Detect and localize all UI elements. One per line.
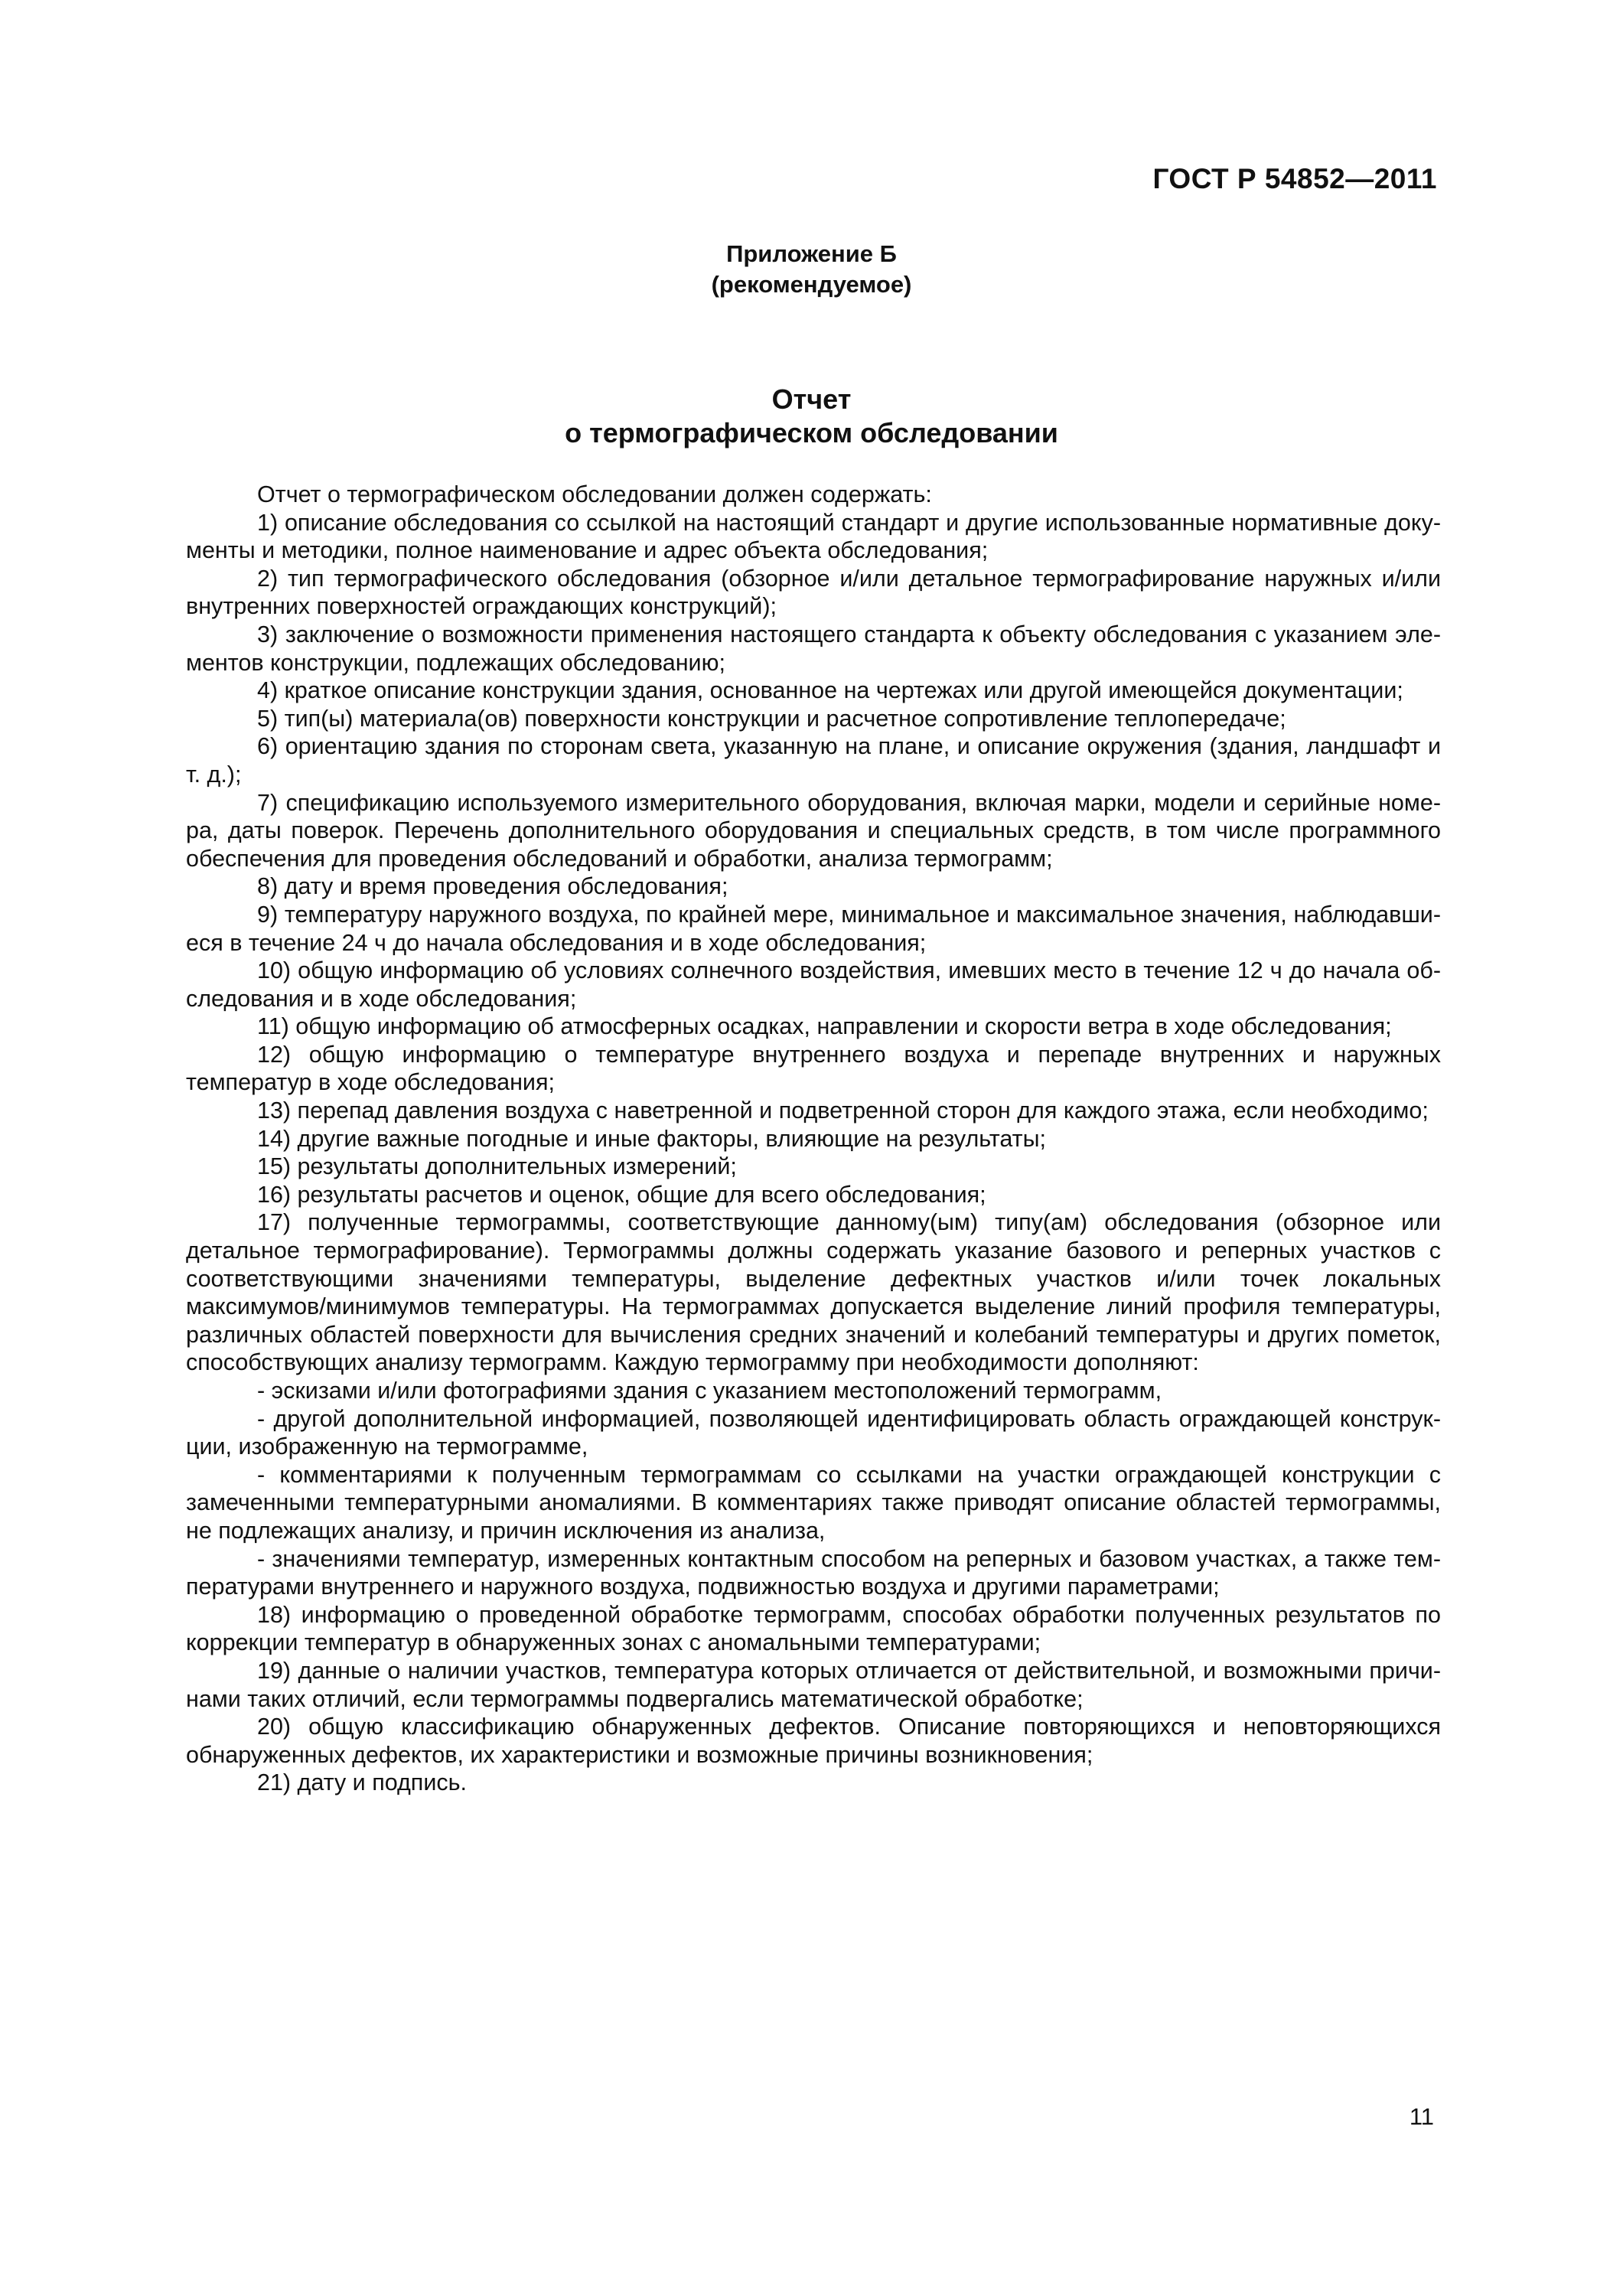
list-item-6: 6) ориентацию здания по сторонам света, указанную на плане, и описание окружения (здания, ландшафт и т. д.); bbox=[186, 733, 1441, 788]
list-item-16: 16) результаты расчетов и оценок, общие для всего обследования; bbox=[257, 1181, 986, 1208]
sub-item-temperatures: - значениями температур, измеренных контактным способом на реперных и базовом участках, а также температурами внутреннего и наружного воздуха, подвижностью воздуха и другими параметрами; bbox=[186, 1545, 1441, 1600]
list-item-12: 12) общую информацию о температуре внутреннего воздуха и перепаде внутренних и наружных температур в ходе обследования; bbox=[186, 1041, 1441, 1096]
list-item-5: 5) тип(ы) материала(ов) поверхности конструкции и расчетное сопротивление теплопередаче; bbox=[257, 705, 1286, 732]
list-item-13: 13) перепад давления воздуха с наветренной и подветренной сторон для каждого этажа, если необходимо; bbox=[257, 1097, 1429, 1124]
list-item-3: 3) заключение о возможности применения настоящего стандарта к объекту обследования с указанием элементов конструкции, подлежащих обследованию; bbox=[186, 621, 1441, 676]
section-title bbox=[0, 383, 1623, 450]
document-body bbox=[186, 481, 1441, 1797]
standard-code: ГОСТ Р 54852—2011 bbox=[1152, 163, 1437, 194]
list-item-20: 20) общую классификацию обнаруженных дефектов. Описание повторяющихся и неповторяющихся обнаруженных дефектов, их характеристики и возможные причины возникновения; bbox=[186, 1714, 1441, 1768]
annex-heading bbox=[0, 239, 1623, 300]
page-number: 11 bbox=[1409, 2103, 1434, 2130]
sub-item-comments: - комментариями к полученным термограммам со ссылками на участки ограждающей конструкции с замеченными температурными аномалиями. В комментариях также приводят описание областей термограммы, не подлежащих анализу, и причин исключения из анализа, bbox=[186, 1461, 1441, 1544]
annex-label: Приложение Б bbox=[726, 240, 897, 267]
sub-item-sketches: - эскизами и/или фотографиями здания с указанием местоположений термограмм, bbox=[257, 1378, 1162, 1404]
list-item-4: 4) краткое описание конструкции здания, основанное на чертежах или другой имеющейся документации; bbox=[257, 677, 1403, 704]
sub-item-additional-info: - другой дополнительной информацией, позволяющей идентифицировать область ограждающей конструкции, изображенную на термограмме, bbox=[186, 1405, 1441, 1460]
list-item-1: 1) описание обследования со ссылкой на настоящий стандарт и другие использованные нормативные документы и методики, полное наименование и адрес объекта обследования; bbox=[186, 509, 1441, 564]
title-line-2: о термографическом обследовании bbox=[565, 417, 1058, 448]
list-item-10: 10) общую информацию об условиях солнечного воздействия, имевших место в течение 12 ч до начала обследования и в ходе обследования; bbox=[186, 957, 1441, 1012]
list-item-15: 15) результаты дополнительных измерений; bbox=[257, 1153, 737, 1180]
list-item-19: 19) данные о наличии участков, температура которых отличается от действительной, и возможными причинами таких отличий, если термограммы подвергались математической обработке; bbox=[186, 1657, 1441, 1712]
list-item-18: 18) информацию о проведенной обработке термограмм, способах обработки полученных результатов по коррекции температур в обнаруженных зонах с аномальными температурами; bbox=[186, 1601, 1441, 1656]
annex-status: (рекомендуемое) bbox=[711, 271, 912, 298]
intro-paragraph: Отчет о термографическом обследовании должен содержать: bbox=[257, 481, 932, 507]
title-line-1: Отчет bbox=[771, 383, 852, 415]
list-item-8: 8) дату и время проведения обследования; bbox=[257, 873, 728, 900]
list-item-14: 14) другие важные погодные и иные факторы, влияющие на результаты; bbox=[257, 1125, 1047, 1152]
list-item-11: 11) общую информацию об атмосферных осадках, направлении и скорости ветра в ходе обследования; bbox=[257, 1013, 1392, 1040]
list-item-17: 17) полученные термограммы, соответствующие данному(ым) типу(ам) обследования (обзорное или детальное термографирование). Термограммы должны содержать указание базового и реперных участков с соответствующими значениями температуры, выделение дефектных участков и/или точек локальных максимумов/минимумов температуры. На термограммах допускается выделение линий профиля температуры, различных областей поверхности для вычисления средних значений и колебаний температуры и других пометок, способствующих анализу термограмм. Каждую термограмму при необходимости дополняют: bbox=[186, 1209, 1441, 1376]
list-item-9: 9) температуру наружного воздуха, по крайней мере, минимальное и максимальное значения, наблюдавшиеся в течение 24 ч до начала обследования и в ходе обследования; bbox=[186, 901, 1441, 956]
list-item-21: 21) дату и подпись. bbox=[257, 1769, 467, 1796]
list-item-2: 2) тип термографического обследования (обзорное и/или детальное термографирование наружных и/или внутренних поверхностей ограждающих конструкций); bbox=[186, 565, 1441, 620]
list-item-7: 7) спецификацию используемого измерительного оборудования, включая марки, модели и серийные номера, даты поверок. Перечень дополнительного оборудования и специальных средств, в том числе программного обеспечения для проведения обследований и обработки, анализа термограмм; bbox=[186, 789, 1441, 872]
